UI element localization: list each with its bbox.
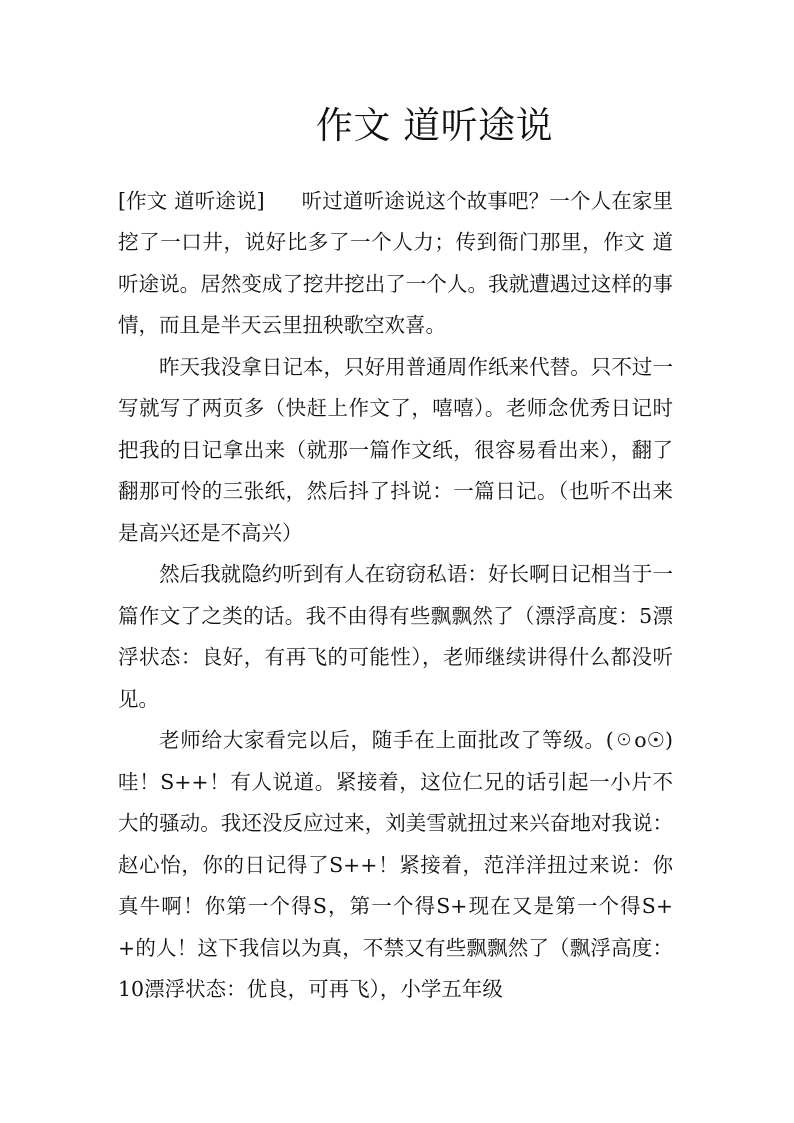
paragraph-4: 老师给大家看完以后，随手在上面批改了等级。(☉o☉)哇！S++！有人说道。紧接着，这位仁兄的话引起一小片不大的骚动。我还没反应过来，刘美雪就扭过来兴奋地对我说：赵心怡，你的日记得了S++！紧接着，范洋洋扭过来说：你真牛啊！你第一个得S，第一个得S+现在又是第一个得S++的人！这下我信以为真，不禁又有些飘飘然了（飘浮高度：10漂浮状态：优良，可再飞），小学五年级 xyxy=(118,728,673,1002)
paragraph-1-tag: [作文 道听途说] xyxy=(118,188,265,213)
paragraph-1 xyxy=(118,181,673,347)
paragraph-2: 昨天我没拿日记本，只好用普通周作纸来代替。只不过一写就写了两页多（快赶上作文了，嘻嘻）。老师念优秀日记时把我的日记拿出来（就那一篇作文纸，很容易看出来），翻了翻那可怜的三张纸，然后抖了抖说：一篇日记。（也听不出来是高兴还是不高兴） xyxy=(118,354,673,545)
paragraph-3: 然后我就隐约听到有人在窃窃私语：好长啊日记相当于一篇作文了之类的话。我不由得有些飘飘然了（漂浮高度：5漂浮状态：良好，有再飞的可能性），老师继续讲得什么都没听见。 xyxy=(118,562,673,711)
document-body xyxy=(118,181,673,1011)
document-title: 作文 道听途说 xyxy=(315,104,554,147)
paragraph-1-text: 听过道听途说这个故事吧？一个人在家里挖了一口井，说好比多了一个人力；传到衙门那里，作文 道听途说。居然变成了挖井挖出了一个人。我就遭遇过这样的事情，而且是半天云里扭秧歌空欢喜。 xyxy=(118,188,674,338)
